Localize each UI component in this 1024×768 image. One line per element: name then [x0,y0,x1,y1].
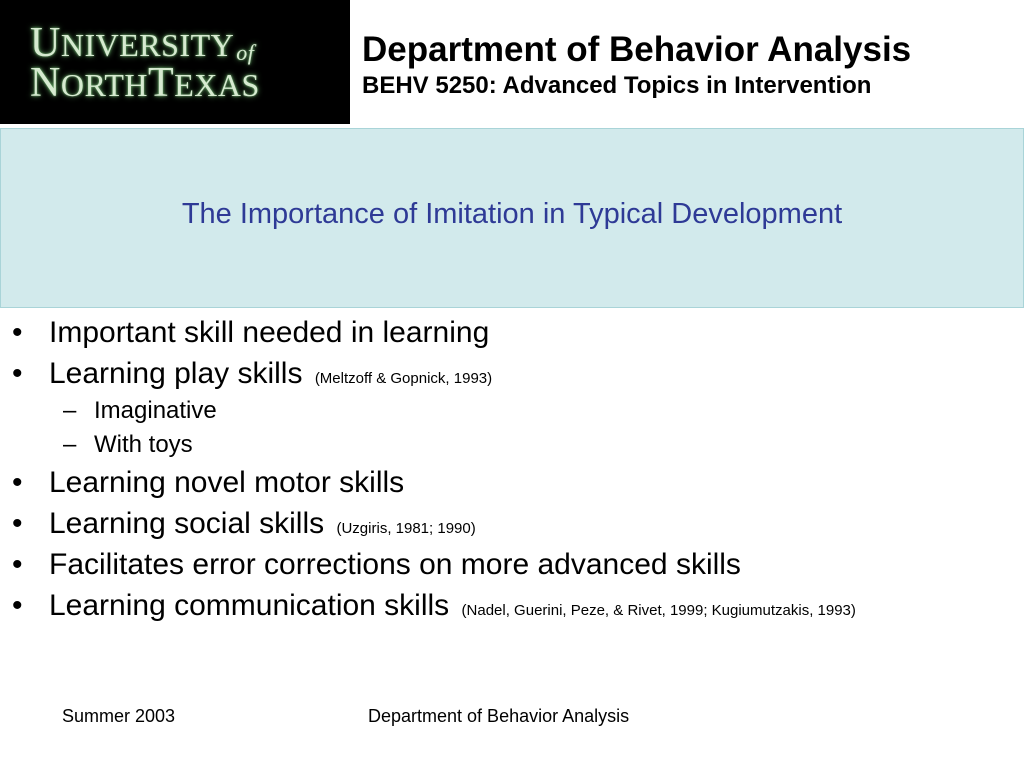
logo-letter: U [30,20,61,66]
title-band [0,128,1024,308]
footer-date: Summer 2003 [62,706,176,726]
slide-title: The Importance of Imitation in Typical Development [181,197,843,230]
bullet-list [0,312,1020,626]
bullet-text: Learning social skills [49,507,325,540]
logo-line-university [30,22,254,66]
sub-bullet-marker: – [63,431,77,458]
sub-bullet-text: Imaginative [94,397,217,424]
citation: (Nadel, Guerini, Peze, & Rivet, 1999; Kugiumutzakis, 1993) [461,602,856,619]
sub-bullet-marker: – [63,397,77,424]
bullet-text-wrap [49,462,404,503]
bullet-text: Learning play skills [49,357,303,390]
bullet-text: Facilitates error corrections on more advanced skills [49,548,741,581]
header-title: Department of Behavior Analysis [362,30,912,69]
bullet-text: Learning communication skills [49,589,450,622]
bullet-text: Learning novel motor skills [49,466,405,499]
logo-word: NIVERSITY [60,27,235,63]
bullet-item [0,353,1020,394]
logo-word: EXAS [174,67,260,103]
logo-of: of [236,40,255,65]
bullet-marker: • [12,357,23,390]
logo-line-north-texas [30,62,260,106]
bullet-text-wrap [49,585,856,631]
bullet-item [0,585,1020,626]
logo-letter: T [148,60,175,106]
logo-word: ORTH [60,67,149,103]
sub-bullet-text: With toys [94,431,193,458]
bullet-marker: • [12,589,23,622]
bullet-marker: • [12,507,23,540]
sub-bullet-item [0,394,1020,428]
footer-department: Department of Behavior Analysis [368,706,630,726]
citation: (Uzgiris, 1981; 1990) [336,520,476,537]
citation: (Meltzoff & Gopnick, 1993) [314,370,493,387]
sub-bullet-item [0,428,1020,462]
bullet-item [0,544,1020,585]
bullet-item [0,462,1020,503]
bullet-marker: • [12,548,23,581]
bullet-text: Important skill needed in learning [49,316,490,349]
header-subtitle: BEHV 5250: Advanced Topics in Intervention [362,72,872,99]
bullet-text-wrap [49,353,492,399]
bullet-item [0,503,1020,544]
header [362,30,1012,102]
bullet-text-wrap [49,312,489,353]
bullet-marker: • [12,466,23,499]
logo-letter: N [30,60,61,106]
bullet-item [0,312,1020,353]
university-logo [0,0,350,124]
bullet-text-wrap [49,503,476,549]
bullet-text-wrap [49,544,741,585]
bullet-marker: • [12,316,23,349]
